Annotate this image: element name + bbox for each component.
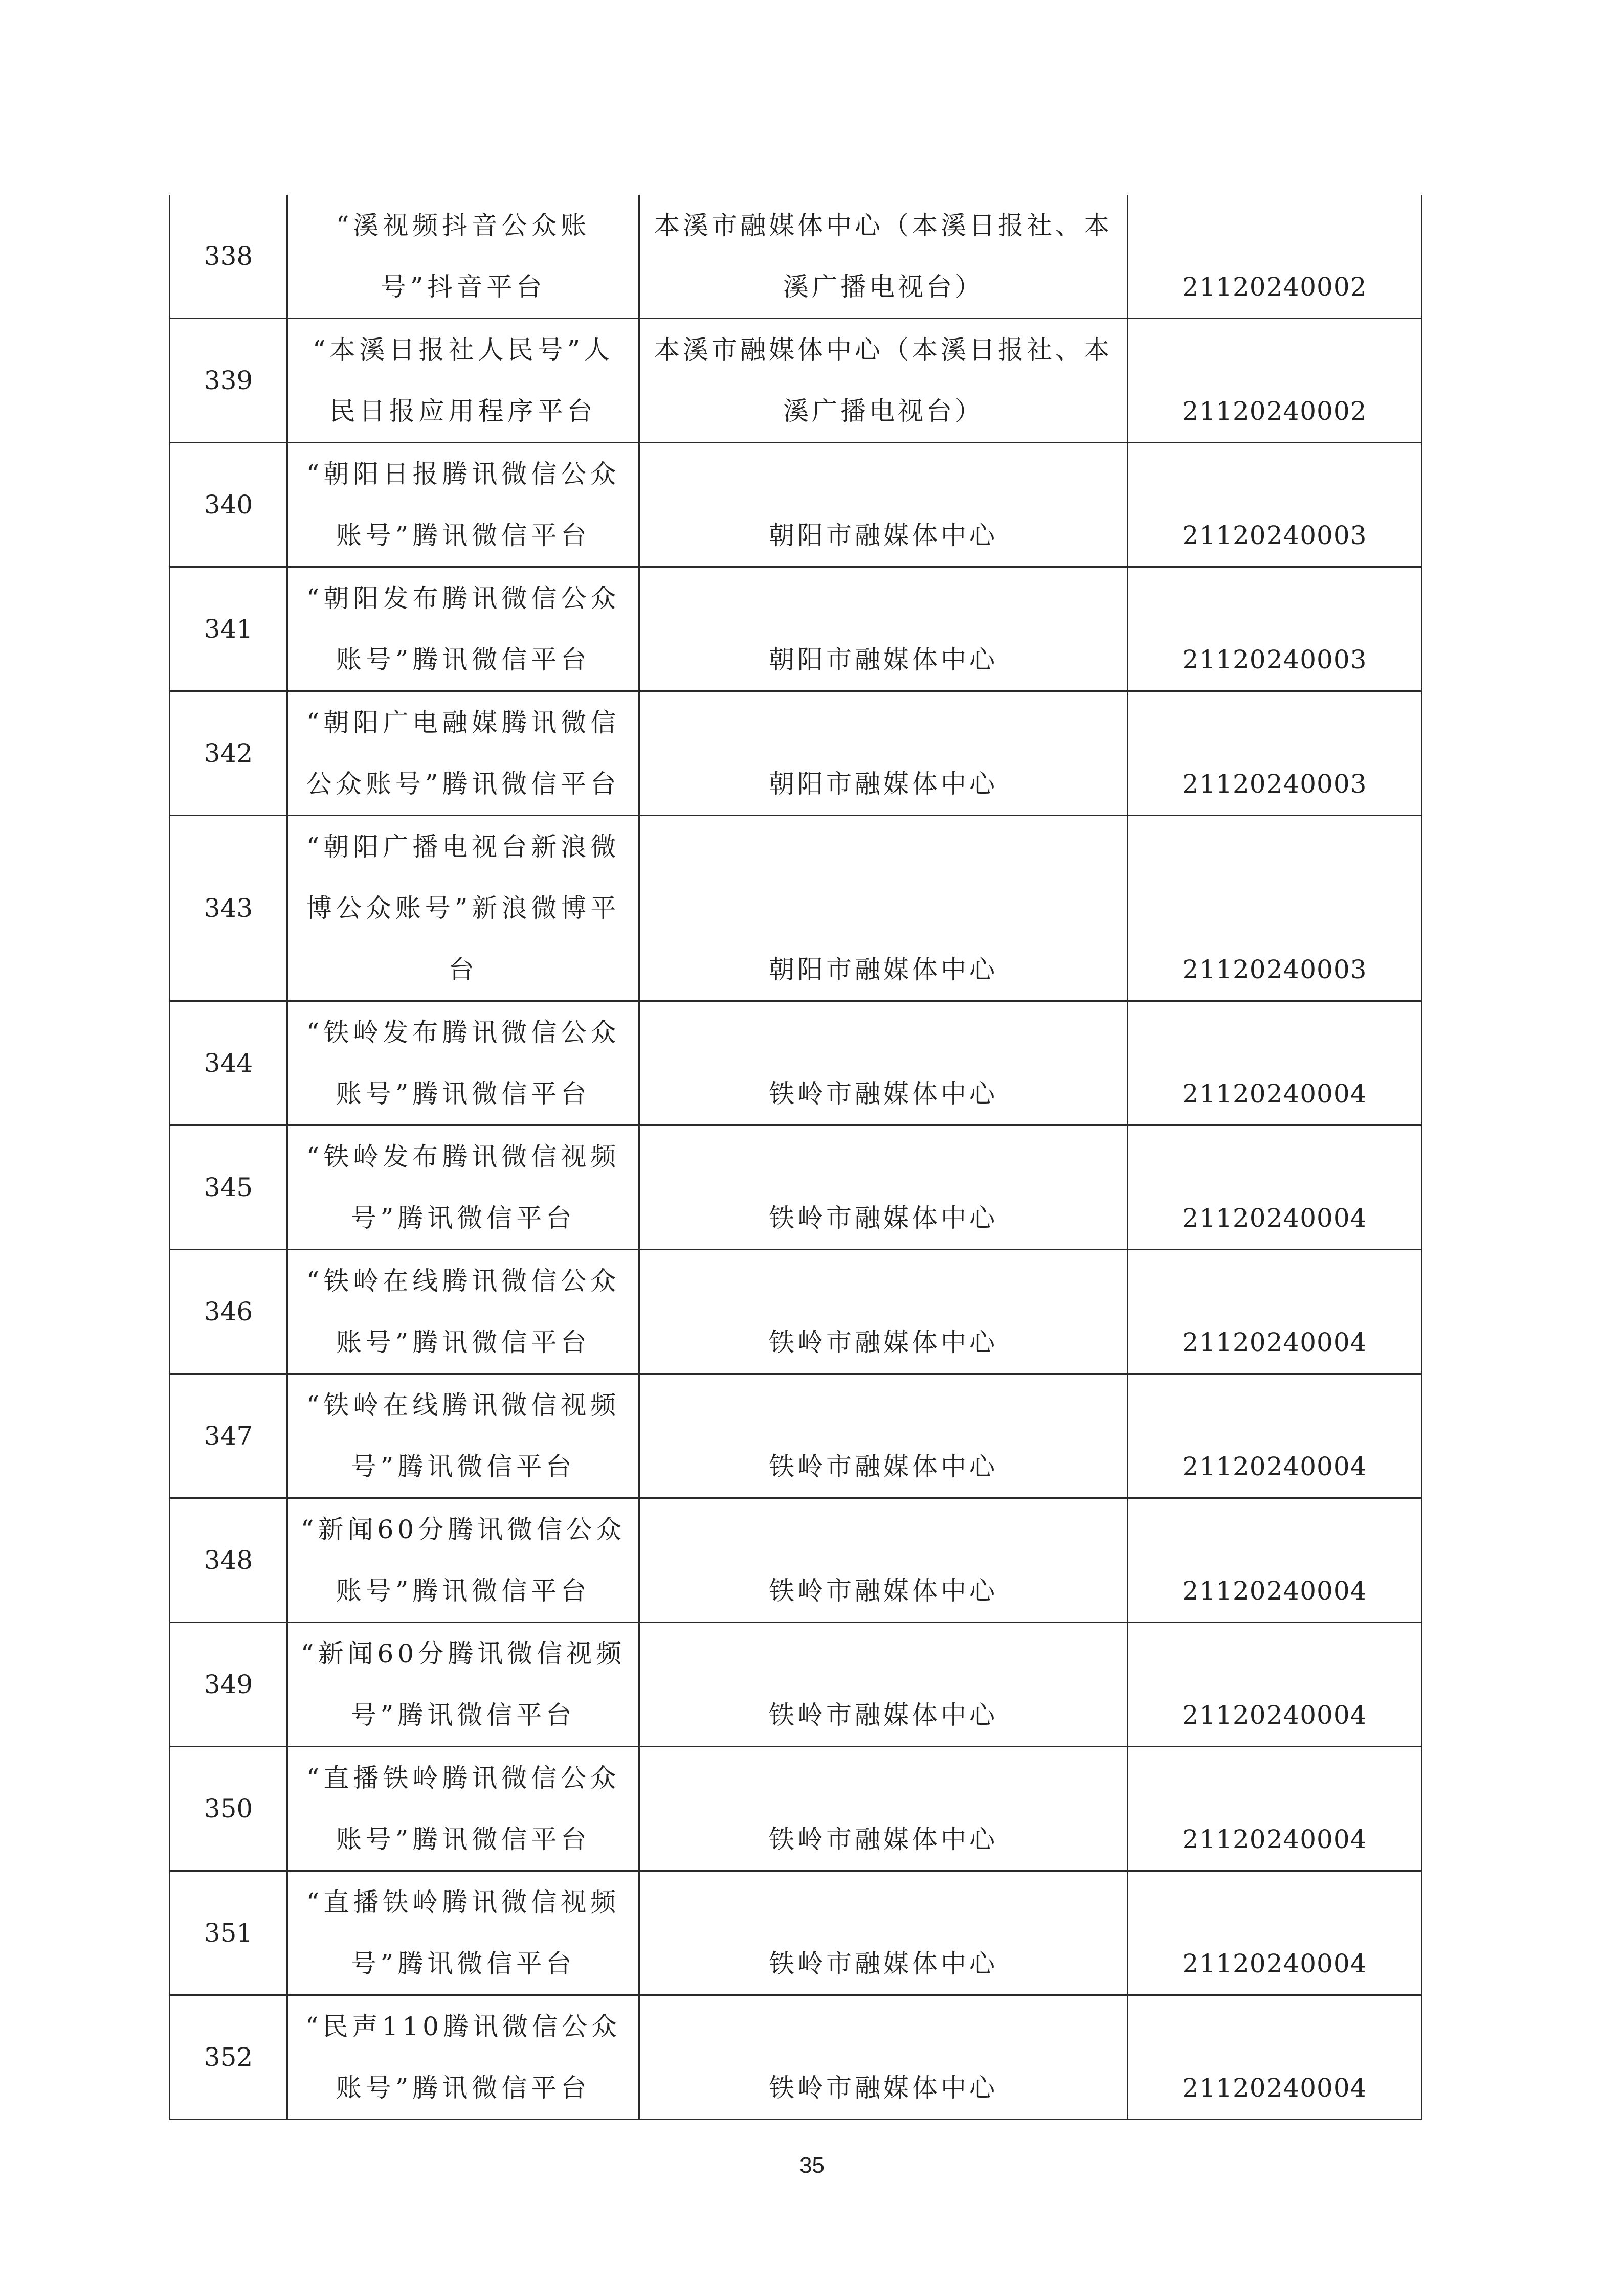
registry-table [169,195,1422,2120]
row-number-cell: 343 [170,816,287,1001]
organization-cell: 铁岭市融媒体中心 [639,1126,1128,1250]
account-name-cell: “铁岭在线腾讯微信公众账号”腾讯微信平台 [287,1250,639,1374]
row-number-cell: 346 [170,1250,287,1374]
table-row [170,195,1422,319]
row-number-cell: 340 [170,443,287,567]
table-row [170,1250,1422,1374]
license-code-cell: 21120240003 [1128,567,1422,691]
row-number-cell: 342 [170,691,287,816]
license-code-cell: 21120240004 [1128,1995,1422,2120]
row-number-cell: 338 [170,195,287,319]
account-name-cell: “新闻60分腾讯微信视频号”腾讯微信平台 [287,1623,639,1747]
account-name-cell: “朝阳日报腾讯微信公众账号”腾讯微信平台 [287,443,639,567]
row-number-cell: 352 [170,1995,287,2120]
organization-cell: 朝阳市融媒体中心 [639,691,1128,816]
table-row [170,691,1422,816]
account-name-cell: “朝阳发布腾讯微信公众账号”腾讯微信平台 [287,567,639,691]
organization-cell: 铁岭市融媒体中心 [639,1995,1128,2120]
organization-cell: 铁岭市融媒体中心 [639,1250,1128,1374]
license-code-cell: 21120240004 [1128,1001,1422,1126]
license-code-cell: 21120240003 [1128,443,1422,567]
license-code-cell: 21120240004 [1128,1126,1422,1250]
row-number-cell: 341 [170,567,287,691]
table-row [170,1001,1422,1126]
table-row [170,567,1422,691]
license-code-cell: 21120240004 [1128,1871,1422,1995]
organization-cell: 朝阳市融媒体中心 [639,816,1128,1001]
row-number-cell: 348 [170,1498,287,1623]
table-row [170,1995,1422,2120]
table-row [170,1126,1422,1250]
account-name-cell: “溪视频抖音公众账号”抖音平台 [287,195,639,319]
account-name-cell: “铁岭发布腾讯微信视频号”腾讯微信平台 [287,1126,639,1250]
organization-cell: 朝阳市融媒体中心 [639,443,1128,567]
account-name-cell: “民声110腾讯微信公众账号”腾讯微信平台 [287,1995,639,2120]
organization-cell: 铁岭市融媒体中心 [639,1374,1128,1498]
account-name-cell: “直播铁岭腾讯微信视频号”腾讯微信平台 [287,1871,639,1995]
license-code-cell: 21120240004 [1128,1747,1422,1871]
page-number: 35 [799,2153,825,2178]
table-row [170,816,1422,1001]
account-name-cell: “铁岭发布腾讯微信公众账号”腾讯微信平台 [287,1001,639,1126]
account-name-cell: “朝阳广播电视台新浪微博公众账号”新浪微博平台 [287,816,639,1001]
organization-cell: 铁岭市融媒体中心 [639,1747,1128,1871]
license-code-cell: 21120240002 [1128,195,1422,319]
organization-cell: 本溪市融媒体中心（本溪日报社、本溪广播电视台） [639,195,1128,319]
row-number-cell: 347 [170,1374,287,1498]
row-number-cell: 344 [170,1001,287,1126]
table-row [170,1623,1422,1747]
table-row [170,1498,1422,1623]
license-code-cell: 21120240004 [1128,1374,1422,1498]
account-name-cell: “本溪日报社人民号”人民日报应用程序平台 [287,319,639,443]
license-code-cell: 21120240003 [1128,816,1422,1001]
organization-cell: 铁岭市融媒体中心 [639,1871,1128,1995]
organization-cell: 朝阳市融媒体中心 [639,567,1128,691]
license-code-cell: 21120240003 [1128,691,1422,816]
row-number-cell: 349 [170,1623,287,1747]
license-code-cell: 21120240004 [1128,1250,1422,1374]
account-name-cell: “朝阳广电融媒腾讯微信公众账号”腾讯微信平台 [287,691,639,816]
organization-cell: 本溪市融媒体中心（本溪日报社、本溪广播电视台） [639,319,1128,443]
organization-cell: 铁岭市融媒体中心 [639,1498,1128,1623]
license-code-cell: 21120240004 [1128,1623,1422,1747]
account-name-cell: “新闻60分腾讯微信公众账号”腾讯微信平台 [287,1498,639,1623]
row-number-cell: 351 [170,1871,287,1995]
table-row [170,1374,1422,1498]
table-row [170,443,1422,567]
table-row [170,1871,1422,1995]
row-number-cell: 350 [170,1747,287,1871]
table-row [170,1747,1422,1871]
row-number-cell: 345 [170,1126,287,1250]
account-name-cell: “铁岭在线腾讯微信视频号”腾讯微信平台 [287,1374,639,1498]
table-row [170,319,1422,443]
license-code-cell: 21120240004 [1128,1498,1422,1623]
license-code-cell: 21120240002 [1128,319,1422,443]
organization-cell: 铁岭市融媒体中心 [639,1001,1128,1126]
organization-cell: 铁岭市融媒体中心 [639,1623,1128,1747]
row-number-cell: 339 [170,319,287,443]
account-name-cell: “直播铁岭腾讯微信公众账号”腾讯微信平台 [287,1747,639,1871]
